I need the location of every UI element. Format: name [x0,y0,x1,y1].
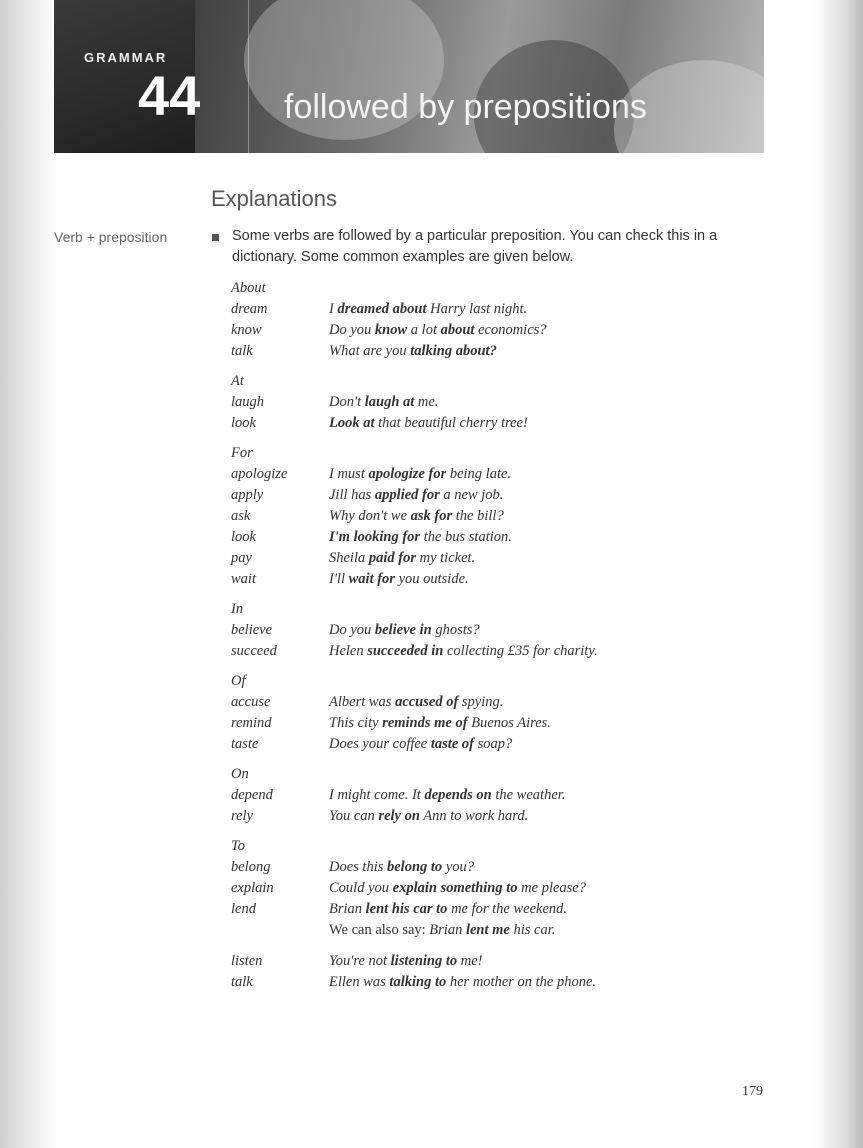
sentence-text: me for the weekend. [447,901,568,917]
example-sentence [329,920,555,941]
example-row [231,320,751,341]
example-sentence [329,548,475,569]
page-edge-shadow-right [813,0,863,1148]
verb-preposition-highlight: talking to [389,974,447,990]
example-sentence [329,734,512,755]
sentence-text: I might come. It [329,787,425,803]
sentence-text: Does your coffee [329,736,431,752]
unit-title: followed by prepositions [284,88,647,126]
verb-label: look [231,529,256,545]
verb-label: believe [231,622,273,638]
verb-label: apologize [231,466,288,482]
sentence-text: me. [414,394,439,410]
example-sentence [329,806,528,827]
sentence-text: Could you [329,880,393,896]
verb-label: apply [231,487,264,503]
banner-divider [248,0,249,153]
preposition-group [231,764,751,827]
verb-preposition-highlight: laugh at [364,394,415,410]
preposition-group [231,371,751,434]
sentence-text: I'll [329,571,349,587]
verb-label: dream [231,301,268,317]
verb-label: accuse [231,694,271,710]
sentence-text: you? [442,859,474,875]
sentence-text: that beautiful cherry tree! [374,415,528,431]
verb-preposition-highlight: listening to [390,953,458,969]
preposition-heading: At [231,373,244,389]
example-row [231,734,751,755]
example-row [231,341,751,362]
verb-preposition-highlight: succeeded in [367,643,444,659]
verb-preposition-highlight: ask for [410,508,453,524]
book-spine-shadow-left [0,0,58,1148]
verb-preposition-highlight: about [440,322,475,338]
verb-preposition-highlight: I'm looking for [329,529,421,545]
example-sentence [329,692,503,713]
example-sentence [329,299,527,320]
sentence-text: Brian [329,901,366,917]
sentence-text: Does this [329,859,387,875]
example-sentence [329,641,598,662]
verb-preposition-highlight: rely on [378,808,420,824]
example-sentence [329,620,480,641]
sentence-text: her mother on the phone. [446,974,597,990]
verb-label: ask [231,508,251,524]
bullet-square [212,234,219,241]
verb-label: pay [231,550,252,566]
verb-preposition-highlight: lent me [465,922,510,938]
sentence-text: Jill has [329,487,375,503]
example-row [231,413,751,434]
verb-preposition-highlight: lent his car to [365,901,448,917]
example-row [231,527,751,548]
example-sentence [329,857,474,878]
preposition-group [231,671,751,755]
example-row [231,972,751,993]
verb-preposition-highlight: accused of [395,694,459,710]
verb-preposition-highlight: taste of [430,736,474,752]
verb-preposition-highlight: reminds me of [382,715,468,731]
verb-preposition-highlight: dreamed about [337,301,427,317]
example-sentence [329,341,497,362]
example-row [231,641,751,662]
example-sentence [329,485,503,506]
example-sentence [329,392,438,413]
sentence-text: You're not [329,953,391,969]
sentence-text: collecting £35 for charity. [443,643,598,659]
sentence-text: Brian [429,922,466,938]
sentence-text: spying. [458,694,504,710]
sentence-text: me please? [517,880,586,896]
verb-preposition-highlight: explain something to [392,880,518,896]
verb-preposition-highlight: apologize for [368,466,447,482]
sentence-text: Helen [329,643,368,659]
sentence-text: my ticket. [416,550,476,566]
example-row [231,899,751,920]
verb-label: lend [231,901,256,917]
verb-label [231,920,329,941]
preposition-group [231,443,751,590]
example-row [231,392,751,413]
example-sentence [329,713,551,734]
sentence-text: Harry last night. [426,301,528,317]
section-title: Explanations [211,186,337,211]
sentence-text: his car. [509,922,556,938]
sentence-text: a lot [407,322,441,338]
verb-label: succeed [231,643,277,659]
preposition-group [231,278,751,362]
verb-preposition-highlight: depends on [424,787,492,803]
example-row [231,878,751,899]
verb-label: wait [231,571,256,587]
intro-paragraph: Some verbs are followed by a particular preposition. You can check this in a dictionary. Some common examples are given below. [232,228,718,265]
example-row [231,951,751,972]
example-row [231,299,751,320]
sentence-text: Why don't we [329,508,411,524]
example-row [231,920,751,941]
verb-preposition-highlight: know [374,322,408,338]
preposition-group [231,599,751,662]
example-sentence [329,464,511,485]
sentence-text: Ellen was [329,974,390,990]
sentence-text: This city [329,715,383,731]
example-row [231,569,751,590]
verb-label: rely [231,808,254,824]
verb-preposition-highlight: Look at [329,415,375,431]
sentence-text: you outside. [394,571,469,587]
sentence-text: a new job. [439,487,504,503]
verb-label: remind [231,715,272,731]
example-sentence [329,527,512,548]
sentence-text: the bus station. [420,529,512,545]
verb-label: talk [231,974,253,990]
sentence-text: being late. [446,466,512,482]
sentence-text: What are you [329,343,411,359]
sentence-text: the bill? [452,508,504,524]
example-row [231,506,751,527]
sentence-text: me! [457,953,483,969]
sentence-text: I [329,301,338,317]
sentence-text: the weather. [491,787,566,803]
example-row [231,692,751,713]
sentence-text: soap? [473,736,513,752]
sentence-text: economics? [474,322,547,338]
preposition-heading: In [231,601,244,617]
sentence-text: Don't [329,394,365,410]
example-row [231,464,751,485]
sentence-text: We can also say: [329,922,430,938]
preposition-heading: Of [231,673,246,689]
verb-label: depend [231,787,273,803]
verb-label: laugh [231,394,265,410]
verb-label: taste [231,736,259,752]
verb-preposition-highlight: paid for [368,550,416,566]
example-sentence [329,506,504,527]
sentence-text: ghosts? [431,622,480,638]
example-sentence [329,951,483,972]
verb-preposition-highlight: wait for [348,571,395,587]
example-row [231,548,751,569]
verb-preposition-highlight: belong to [387,859,443,875]
sentence-text: Albert was [329,694,396,710]
preposition-heading: For [231,445,253,461]
examples-list [231,278,751,1002]
example-sentence [329,569,469,590]
example-row [231,620,751,641]
example-sentence [329,785,565,806]
verb-label: look [231,415,256,431]
sentence-text: Buenos Aires. [467,715,551,731]
verb-label: explain [231,880,274,896]
example-sentence [329,320,547,341]
preposition-heading: About [231,280,266,296]
example-row [231,806,751,827]
example-sentence [329,878,586,899]
verb-label: talk [231,343,253,359]
example-row [231,857,751,878]
example-sentence [329,972,596,993]
preposition-group [231,836,751,993]
verb-preposition-highlight: believe in [374,622,432,638]
preposition-heading: To [231,838,245,854]
example-row [231,713,751,734]
verb-preposition-highlight: applied for [374,487,440,503]
sentence-text: Sheila [329,550,369,566]
sentence-text: Do you [329,322,375,338]
verb-label: belong [231,859,271,875]
page-number: 179 [742,1084,763,1099]
unit-number: 44 [138,64,201,127]
sentence-text: You can [329,808,379,824]
sentence-text: Do you [329,622,375,638]
preposition-heading: On [231,766,249,782]
example-row [231,785,751,806]
verb-label: listen [231,953,263,969]
unit-banner [54,0,764,153]
sentence-text: Ann to work hard. [419,808,529,824]
grammar-label: GRAMMAR [84,50,168,65]
example-sentence [329,899,567,920]
side-label: Verb + preposition [54,229,168,245]
example-sentence [329,413,528,434]
example-row [231,485,751,506]
verb-preposition-highlight: talking about? [410,343,497,359]
sentence-text: I must [329,466,369,482]
verb-label: know [231,322,262,338]
